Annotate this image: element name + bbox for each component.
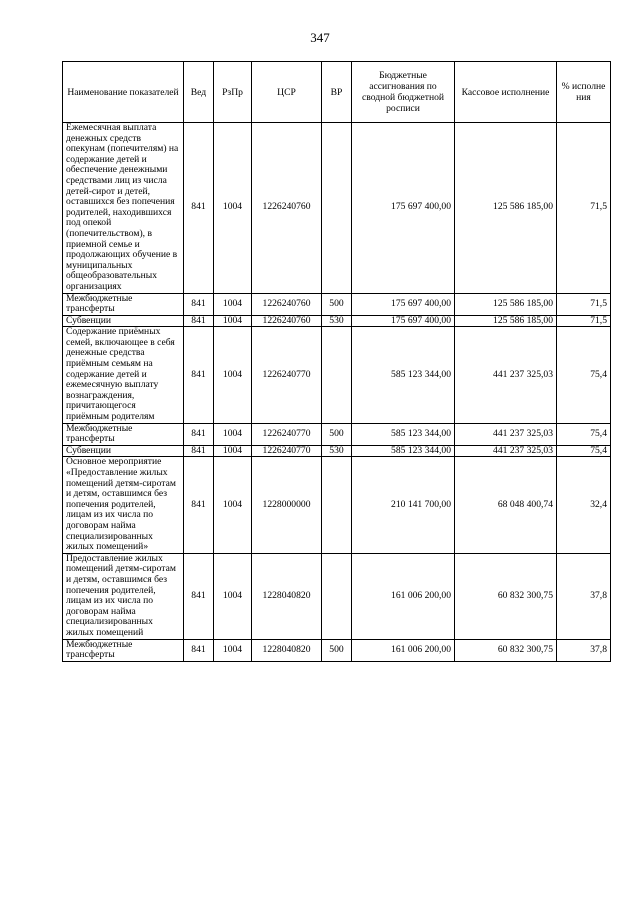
row-csr: 1226240760 xyxy=(252,315,322,327)
table-row xyxy=(63,315,611,327)
row-cash: 441 237 325,03 xyxy=(455,423,557,445)
header-ved: Вед xyxy=(184,62,214,123)
row-cash: 125 586 185,00 xyxy=(455,293,557,315)
row-ved: 841 xyxy=(184,445,214,457)
row-assigned: 585 123 344,00 xyxy=(352,423,455,445)
row-assigned: 175 697 400,00 xyxy=(352,315,455,327)
row-ved: 841 xyxy=(184,315,214,327)
row-rzpr: 1004 xyxy=(214,123,252,294)
row-percent: 71,5 xyxy=(557,293,611,315)
page-number: 347 xyxy=(310,30,330,45)
row-ved: 841 xyxy=(184,123,214,294)
row-vr xyxy=(322,457,352,553)
row-name: Содержание приёмных семей, включающее в себя денежные средства приёмным семьям на содержание детей и ежемесячную выплату вознаграждения, причитающегося приёмным родителям xyxy=(63,327,184,423)
row-name: Межбюджетные трансферты xyxy=(63,639,184,661)
header-percent: % исполне ния xyxy=(557,62,611,123)
row-vr: 500 xyxy=(322,423,352,445)
row-rzpr: 1004 xyxy=(214,553,252,639)
row-csr: 1226240770 xyxy=(252,445,322,457)
row-name: Основное мероприятие «Предоставление жилых помещений детям-сиротам и детям, оставшимся без попечения родителей, лицам из их числа по договорам найма специализированных жилых помещений» xyxy=(63,457,184,553)
row-percent: 37,8 xyxy=(557,553,611,639)
row-assigned: 210 141 700,00 xyxy=(352,457,455,553)
row-name: Субвенции xyxy=(63,315,184,327)
row-vr xyxy=(322,123,352,294)
row-csr: 1228000000 xyxy=(252,457,322,553)
row-assigned: 175 697 400,00 xyxy=(352,293,455,315)
row-percent: 71,5 xyxy=(557,123,611,294)
header-assigned: Бюджетные ассигнования по сводной бюджетной росписи xyxy=(352,62,455,123)
row-name: Субвенции xyxy=(63,445,184,457)
row-ved: 841 xyxy=(184,639,214,661)
row-percent: 75,4 xyxy=(557,445,611,457)
row-vr xyxy=(322,553,352,639)
row-assigned: 175 697 400,00 xyxy=(352,123,455,294)
row-percent: 71,5 xyxy=(557,315,611,327)
row-rzpr: 1004 xyxy=(214,457,252,553)
row-assigned: 585 123 344,00 xyxy=(352,445,455,457)
header-cash: Кассовое исполнение xyxy=(455,62,557,123)
row-cash: 441 237 325,03 xyxy=(455,445,557,457)
row-cash: 60 832 300,75 xyxy=(455,553,557,639)
row-name: Предоставление жилых помещений детям-сиротам и детям, оставшимся без попечения родителей, лицам из их числа по договорам найма специализированных жилых помещений xyxy=(63,553,184,639)
row-assigned: 161 006 200,00 xyxy=(352,639,455,661)
row-ved: 841 xyxy=(184,423,214,445)
row-rzpr: 1004 xyxy=(214,423,252,445)
header-csr: ЦСР xyxy=(252,62,322,123)
row-ved: 841 xyxy=(184,553,214,639)
row-name: Межбюджетные трансферты xyxy=(63,293,184,315)
table-row xyxy=(63,327,611,423)
row-vr: 530 xyxy=(322,445,352,457)
row-csr: 1226240760 xyxy=(252,293,322,315)
row-assigned: 585 123 344,00 xyxy=(352,327,455,423)
row-name: Ежемесячная выплата денежных средств опекунам (попечителям) на содержание детей и обеспечение денежными средствами лиц из числа детей-сирот и детей, оставшихся без попечения родителей, находившихся под опекой (попечительством), в приемной семье и продолжающих обучение в муниципальных общеобразовательных организациях xyxy=(63,123,184,294)
table-row xyxy=(63,445,611,457)
row-rzpr: 1004 xyxy=(214,639,252,661)
row-ved: 841 xyxy=(184,293,214,315)
row-cash: 60 832 300,75 xyxy=(455,639,557,661)
row-ved: 841 xyxy=(184,327,214,423)
row-rzpr: 1004 xyxy=(214,315,252,327)
row-rzpr: 1004 xyxy=(214,327,252,423)
row-name: Межбюджетные трансферты xyxy=(63,423,184,445)
row-cash: 125 586 185,00 xyxy=(455,315,557,327)
row-rzpr: 1004 xyxy=(214,445,252,457)
header-name: Наименование показателей xyxy=(63,62,184,123)
table-row xyxy=(63,123,611,294)
row-csr: 1228040820 xyxy=(252,639,322,661)
row-percent: 75,4 xyxy=(557,423,611,445)
row-csr: 1226240760 xyxy=(252,123,322,294)
row-assigned: 161 006 200,00 xyxy=(352,553,455,639)
row-cash: 441 237 325,03 xyxy=(455,327,557,423)
header-rzpr: РзПр xyxy=(214,62,252,123)
table-row xyxy=(63,457,611,553)
table-row xyxy=(63,293,611,315)
table-row xyxy=(63,639,611,661)
row-vr: 500 xyxy=(322,293,352,315)
row-vr: 530 xyxy=(322,315,352,327)
row-csr: 1228040820 xyxy=(252,553,322,639)
header-vr: ВР xyxy=(322,62,352,123)
row-ved: 841 xyxy=(184,457,214,553)
table-row xyxy=(63,423,611,445)
row-cash: 68 048 400,74 xyxy=(455,457,557,553)
row-percent: 32,4 xyxy=(557,457,611,553)
row-vr xyxy=(322,327,352,423)
row-csr: 1226240770 xyxy=(252,423,322,445)
row-cash: 125 586 185,00 xyxy=(455,123,557,294)
row-rzpr: 1004 xyxy=(214,293,252,315)
table-row xyxy=(63,553,611,639)
row-percent: 75,4 xyxy=(557,327,611,423)
row-percent: 37,8 xyxy=(557,639,611,661)
table-header-row xyxy=(63,62,611,123)
row-vr: 500 xyxy=(322,639,352,661)
row-csr: 1226240770 xyxy=(252,327,322,423)
budget-table xyxy=(62,61,611,662)
